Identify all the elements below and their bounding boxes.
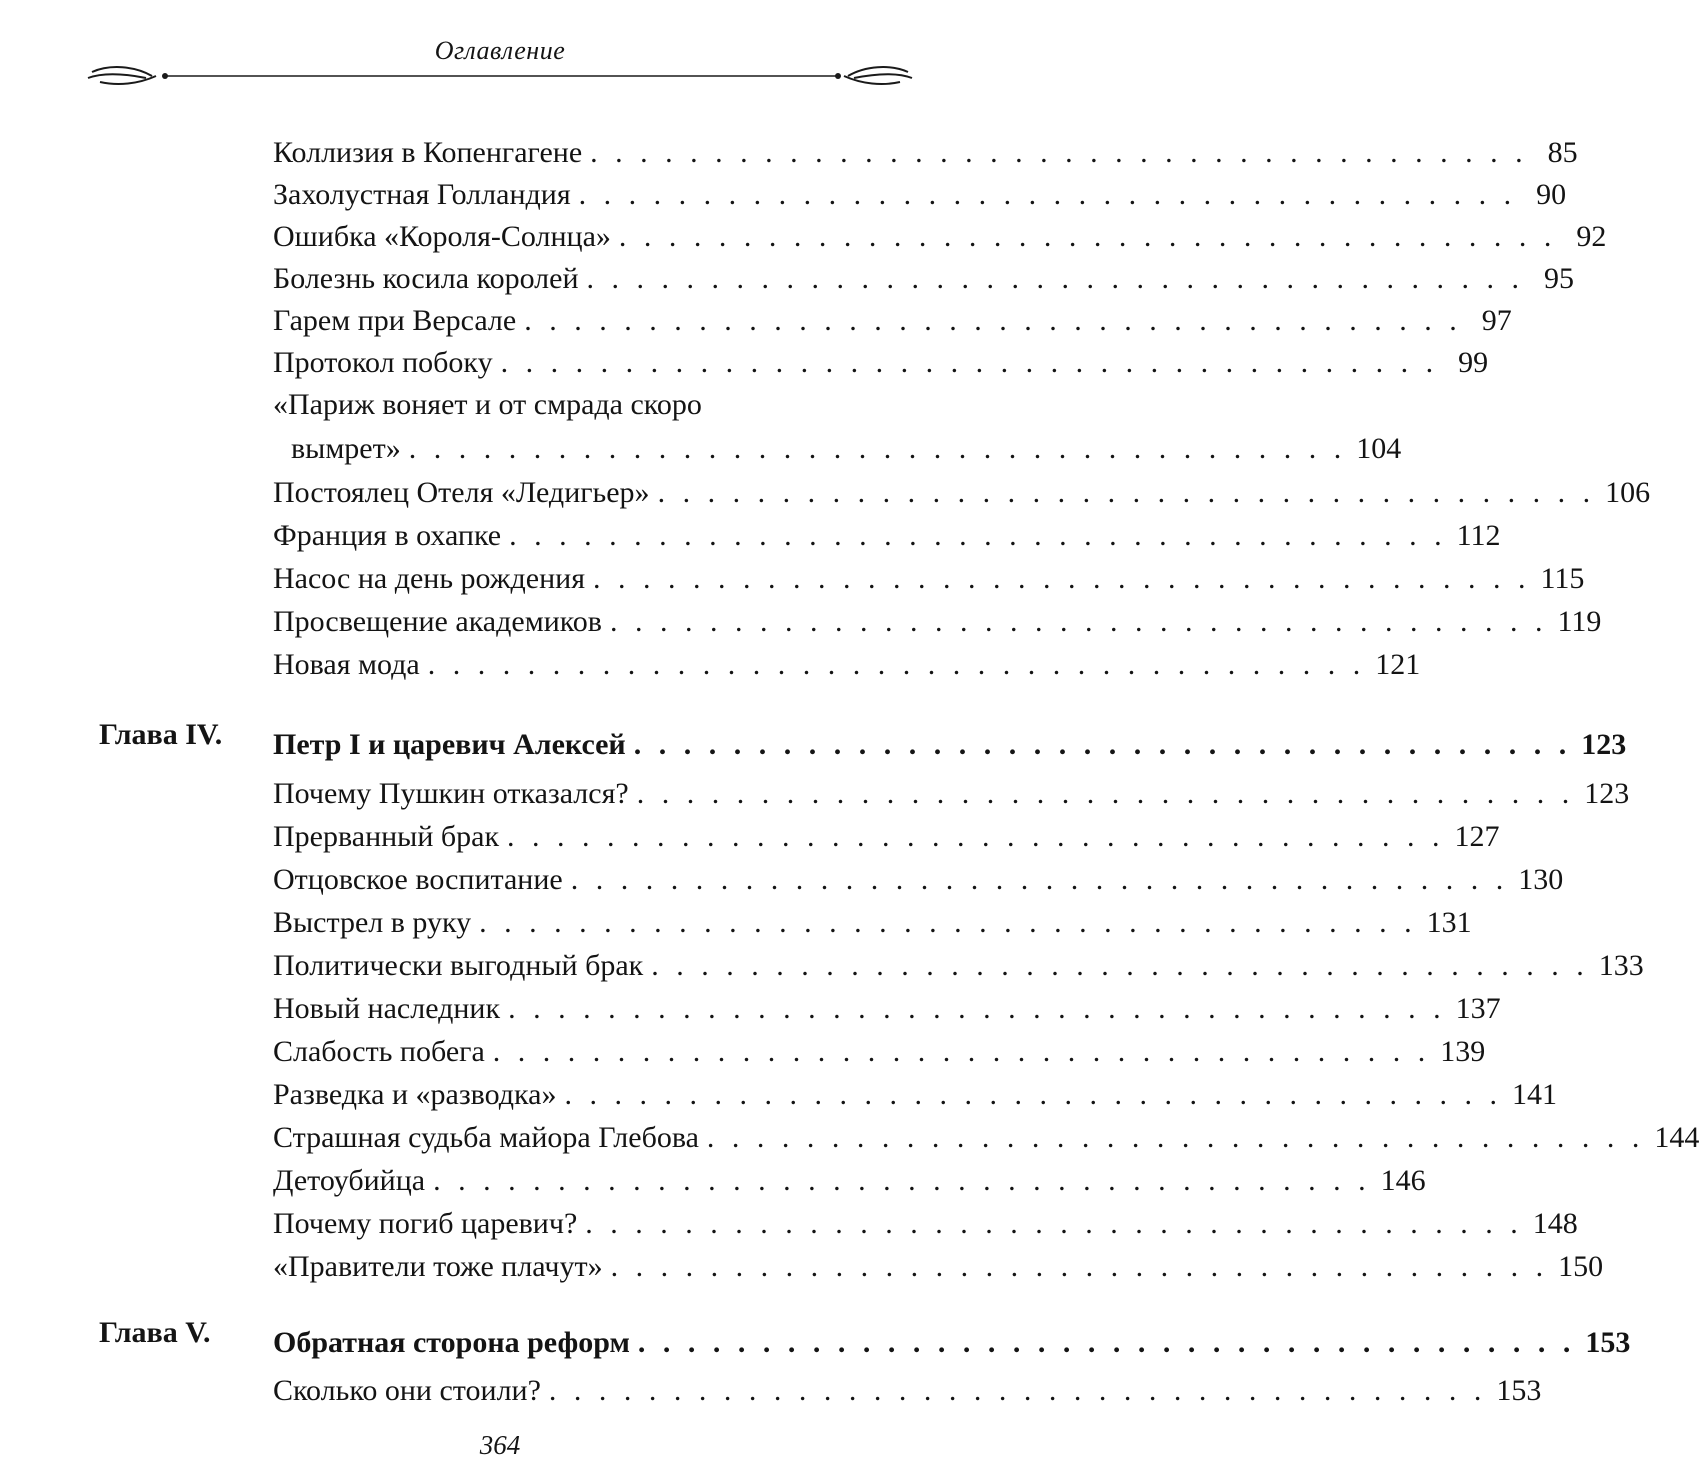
dot-leader: . . . . . . . . . . . . . . . . . . . . . . . . . . . . . . . . . . . . . . [570,863,1509,896]
chapter-5-label: Глава V. [99,1316,211,1349]
toc-entry [291,424,1402,466]
toc-entry [273,1366,1542,1408]
entry-page: 146 [1380,1164,1426,1197]
entry-title: Новый наследник [273,992,501,1025]
entry-page: 95 [1544,262,1575,295]
dot-leader: . . . . . . . . . . . . . . . . . . . . . . . . . . . . . . . . . . . . . . [433,1164,1371,1197]
entry-title: Захолустная Голландия [273,178,571,211]
dot-leader: . . . . . . . . . . . . . . . . . . . . . . . . . . . . . . . . . . . . . . [508,992,1446,1025]
entry-title: Страшная судьба майора Глебова [273,1121,699,1154]
entry-page: 115 [1540,562,1585,595]
chapter-title: Обратная сторона реформ [273,1326,630,1359]
entry-page: 137 [1455,992,1501,1025]
chapter-4-label: Глава IV. [99,718,223,751]
entry-title: Сколько они стоили? [273,1374,541,1407]
entry-title: Насос на день рождения [273,562,586,595]
entry-title: Детоубийца [273,1164,426,1197]
dot-leader: . . . . . . . . . . . . . . . . . . . . . . . . . . . . . . . . . . . . . . [618,220,1557,253]
dot-leader: . . . . . . . . . . . . . . . . . . . . . . . . . . . . . . . . . . . . . . [524,304,1462,337]
entry-page: 92 [1576,220,1607,253]
entry-title: Прерванный брак [273,820,500,853]
toc-entry [273,898,1472,940]
chapter-4-heading [273,720,1627,762]
toc-entry [273,769,1630,811]
dot-leader: . . . . . . . . . . . . . . . . . . . . . . . . . . . . . . . . . . . . . . [507,820,1445,853]
dot-leader: . . . . . . . . . . . . . . . . . . . . . . . . . . . . . . . . . . . . . . [548,1374,1487,1407]
dot-leader: . . . . . . . . . . . . . . . . . . . . . . . . . . . . . . . . . . . . . . [586,262,1525,295]
toc-entry [273,855,1564,897]
toc-entry [273,170,1567,212]
entry-page: 127 [1454,820,1500,853]
entry-title: Гарем при Версале [273,304,517,337]
dot-leader: . . . . . . . . . . . . . . . . . . . . . . . . . . . . . . . . . . . . . . [479,906,1417,939]
dot-leader: . . . . . . . . . . . . . . . . . . . . . . . . . . . . . . . . . . . . . . [492,1035,1431,1068]
entry-title: Франция в охапке [273,519,502,552]
toc-entry [273,296,1512,338]
entry-page: 130 [1518,863,1564,896]
entry-page: 112 [1456,519,1501,552]
entry-title: Протокол побоку [273,346,493,379]
entry-title: Коллизия в Копенгагене [273,136,583,169]
entry-title: Болезнь косила королей [273,262,579,295]
running-header-title: Оглавление [434,36,566,65]
entry-title: Слабость побега [273,1035,485,1068]
chapter-5-heading [273,1318,1631,1360]
toc-entry [273,1113,1699,1155]
entry-title: Ошибка «Короля-Солнца» [273,220,611,253]
page-number: 364 [479,1430,521,1460]
dot-leader: . . . . . . . . . . . . . . . . . . . . . . . . . . . . . . . . . . . . . . [500,346,1439,379]
entry-page: 148 [1532,1207,1578,1240]
toc-entry [273,212,1607,254]
dot-leader: . . . . . . . . . . . . . . . . . . . . . . . . . . . . . . . . . . . . . . [633,728,1572,761]
dot-leader: . . . . . . . . . . . . . . . . . . . . . . . . . . . . . . . . . . . . . . [657,476,1596,509]
entry-title-line-2: вымрет» [291,432,401,465]
entry-title: Отцовское воспитание [273,863,563,896]
dot-leader: . . . . . . . . . . . . . . . . . . . . . . . . . . . . . . . . . . . . . . [564,1078,1502,1111]
toc-entry [273,338,1489,380]
dot-leader: . . . . . . . . . . . . . . . . . . . . . . . . . . . . . . . . . . . . . . [609,605,1548,638]
dot-leader: . . . . . . . . . . . . . . . . . . . . . . . . . . . . . . . . . . . . . . [585,1207,1523,1240]
dot-leader: . . . . . . . . . . . . . . . . . . . . . . . . . . . . . . . . . . . . . . [509,519,1447,552]
dot-leader: . . . . . . . . . . . . . . . . . . . . . . . . . . . . . . . . . . . . . . [637,1326,1576,1359]
toc-entry [273,597,1602,639]
chapter-page: 123 [1581,728,1627,761]
toc-entry [273,511,1501,553]
toc-entry [273,468,1651,510]
entry-title: Постоялец Отеля «Ледигьер» [273,476,650,509]
entry-title: Выстрел в руку [273,906,472,939]
dot-leader: . . . . . . . . . . . . . . . . . . . . . . . . . . . . . . . . . . . . . . [610,1250,1549,1283]
entry-page: 123 [1584,777,1630,810]
entry-title: «Правители тоже плачут» [273,1250,603,1283]
entry-page: 133 [1598,949,1644,982]
entry-page: 139 [1440,1035,1486,1068]
toc-entry [273,812,1500,854]
toc-entry [273,941,1644,983]
entry-page: 144 [1654,1121,1699,1154]
entry-page: 90 [1536,178,1567,211]
entry-page: 97 [1481,304,1512,337]
entry-page: 104 [1356,432,1402,465]
dot-leader: . . . . . . . . . . . . . . . . . . . . . . . . . . . . . . . . . . . . . . [408,432,1347,465]
entry-title: Просвещение академиков [273,605,602,638]
entry-page: 153 [1496,1374,1542,1407]
entry-title: Разведка и «разводка» [273,1078,557,1111]
dot-leader: . . . . . . . . . . . . . . . . . . . . . . . . . . . . . . . . . . . . . . [590,136,1528,169]
toc-entry [273,1027,1486,1069]
dot-leader: . . . . . . . . . . . . . . . . . . . . . . . . . . . . . . . . . . . . . . [427,648,1366,681]
toc-entry [273,1156,1426,1198]
toc-entry [273,640,1421,682]
chapter-page: 153 [1585,1326,1631,1359]
entry-page: 121 [1375,648,1421,681]
toc-entry [273,554,1585,596]
toc-entry [273,984,1501,1026]
toc-entry [273,254,1575,296]
entry-page: 106 [1605,476,1651,509]
entry-page: 131 [1426,906,1472,939]
entry-page: 119 [1557,605,1602,638]
dot-leader: . . . . . . . . . . . . . . . . . . . . . . . . . . . . . . . . . . . . . . [578,178,1517,211]
entry-title: Почему погиб царевич? [273,1207,578,1240]
entry-title: Политически выгодный брак [273,949,644,982]
dot-leader: . . . . . . . . . . . . . . . . . . . . . . . . . . . . . . . . . . . . . . [636,777,1575,810]
dot-leader: . . . . . . . . . . . . . . . . . . . . . . . . . . . . . . . . . . . . . . [706,1121,1645,1154]
entry-page: 85 [1547,136,1578,169]
dot-leader: . . . . . . . . . . . . . . . . . . . . . . . . . . . . . . . . . . . . . . [593,562,1531,595]
toc-entry [273,128,1578,170]
dot-leader: . . . . . . . . . . . . . . . . . . . . . . . . . . . . . . . . . . . . . . [651,949,1589,982]
entry-title-line-1: «Париж воняет и от смрада скоро [273,388,702,421]
entry-title: Почему Пушкин отказался? [273,777,629,810]
entry-title: Новая мода [273,648,420,681]
toc-entry [273,1199,1578,1241]
entry-page: 141 [1511,1078,1557,1111]
entry-page: 150 [1558,1250,1604,1283]
entry-page: 99 [1458,346,1489,379]
toc-entry [273,1242,1604,1284]
toc-entry [273,1070,1557,1112]
chapter-title: Петр I и царевич Алексей [273,728,626,761]
